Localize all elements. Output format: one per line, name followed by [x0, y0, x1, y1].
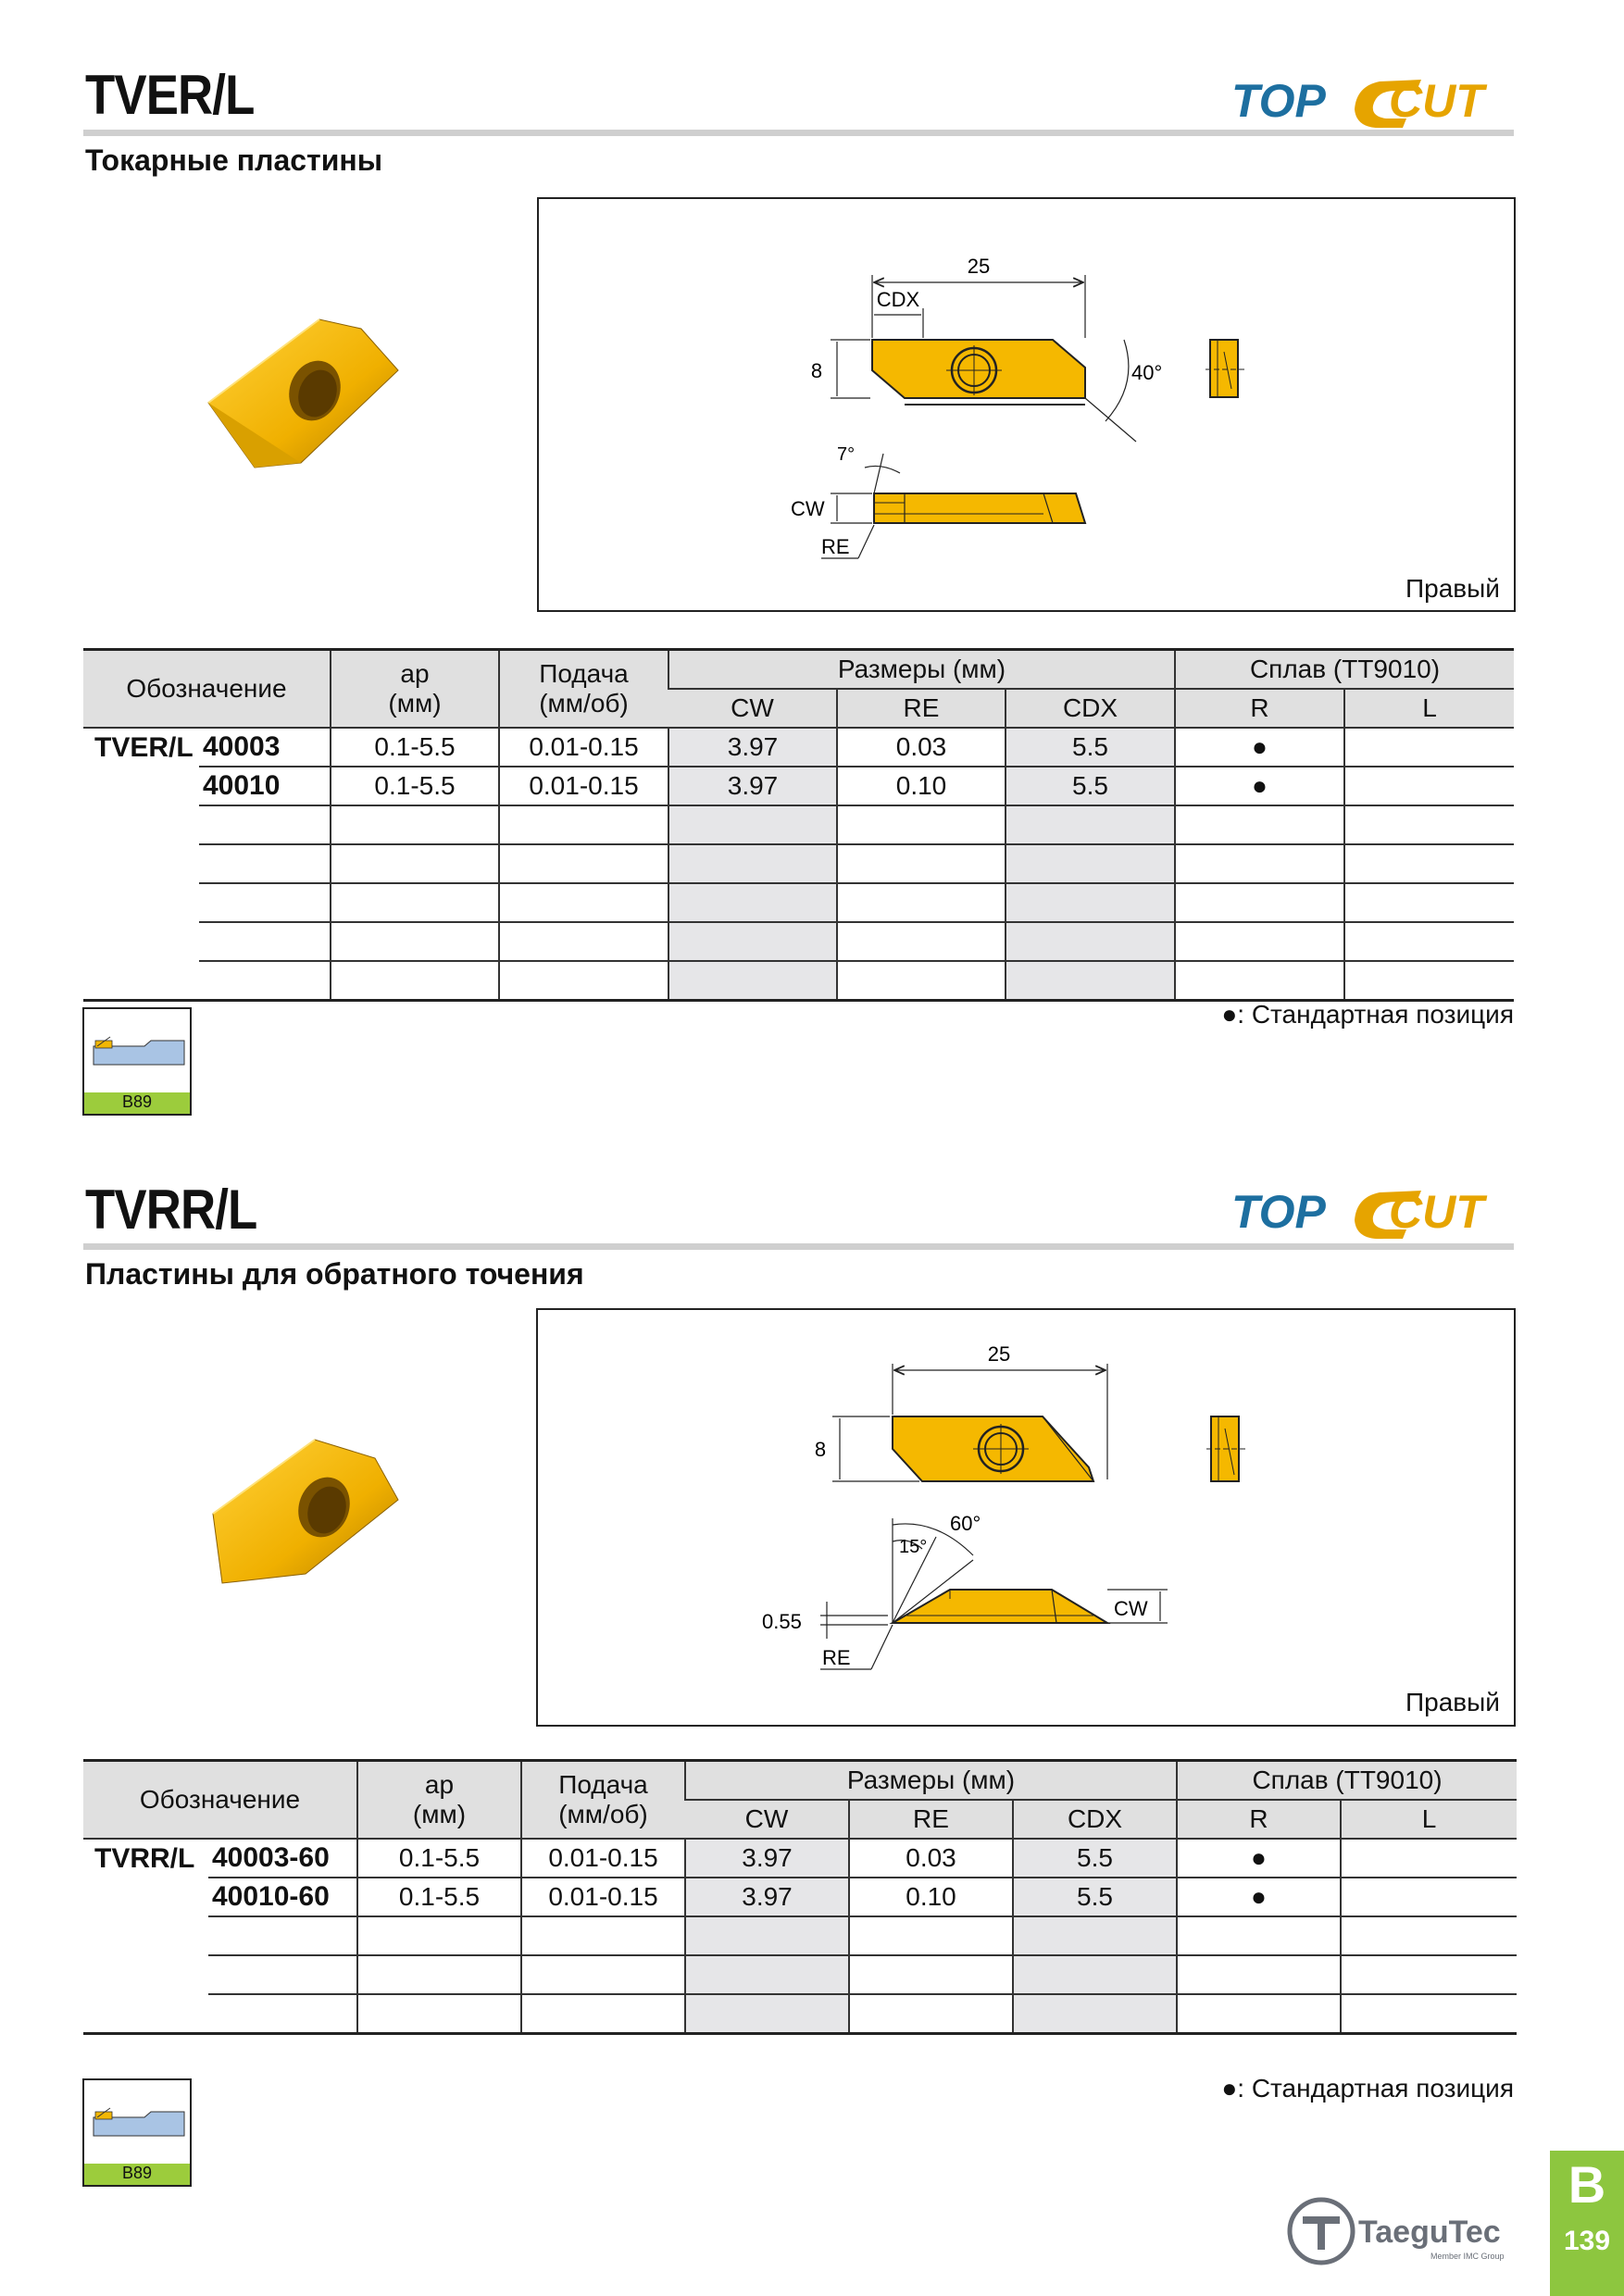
logo-text-top: TOP [1231, 75, 1326, 127]
header-grade: Сплав (TT9010) [1177, 1761, 1517, 1801]
table-row-empty [83, 1994, 1517, 2034]
svg-text:8: 8 [814, 1438, 827, 1461]
section1-subtitle: Токарные пластины [85, 144, 383, 177]
section1-spec-table [83, 648, 1514, 1002]
svg-text:CW: CW [1114, 1597, 1148, 1620]
page-ref-label: B89 [84, 1092, 190, 1114]
svg-text:8: 8 [810, 359, 823, 382]
table-row: 40010 0.1-5.5 0.01-0.15 3.97 0.10 5.5 ● [83, 767, 1514, 805]
header-cw: CW [668, 689, 837, 728]
table-row-empty [83, 922, 1514, 961]
logo-text-cut: CUT [1389, 1186, 1484, 1238]
header-ap: ap (мм) [357, 1761, 521, 1840]
section2-legend: ●: Стандартная позиция [1221, 2074, 1514, 2103]
table-row-empty [83, 961, 1514, 1001]
header-cw: CW [685, 1800, 849, 1839]
table-row-empty [83, 1955, 1517, 1994]
header-feed: Подача (мм/об) [521, 1761, 685, 1840]
svg-text:CW: CW [791, 497, 825, 520]
tvrr-insert-photo [204, 1426, 417, 1592]
header-cdx: CDX [1013, 1800, 1177, 1839]
svg-text:RE: RE [821, 535, 850, 558]
tver-insert-photo [199, 306, 412, 472]
table-row-empty [83, 805, 1514, 844]
table-row: 40010-60 0.1-5.5 0.01-0.15 3.97 0.10 5.5 ● [83, 1878, 1517, 1916]
logo-text-top: TOP [1231, 1186, 1326, 1238]
svg-text:60°: 60° [950, 1512, 981, 1535]
header-re: RE [849, 1800, 1013, 1839]
table-row: TVER/L 40003 0.1-5.5 0.01-0.15 3.97 0.03 5.5 ● [83, 728, 1514, 767]
section1-page-ref[interactable] [82, 1007, 192, 1116]
header-ap: ap (мм) [331, 650, 499, 729]
svg-text:25: 25 [987, 1342, 1011, 1366]
header-cdx: CDX [1006, 689, 1175, 728]
brand-name: TaeguTec [1358, 2215, 1501, 2250]
holder-icon [84, 1009, 190, 1091]
designation-prefix: TVER/L [94, 731, 194, 763]
header-r: R [1175, 689, 1344, 728]
header-dimensions: Размеры (мм) [668, 650, 1175, 690]
logo-text-cut: CUT [1389, 75, 1484, 127]
table-row-empty [83, 1916, 1517, 1955]
header-re: RE [837, 689, 1006, 728]
header-feed: Подача (мм/об) [499, 650, 668, 729]
header-grade: Сплав (TT9010) [1175, 650, 1514, 690]
table-row-empty [83, 883, 1514, 922]
tvrr-technical-drawing [538, 1310, 1510, 1721]
tver-technical-drawing [539, 199, 1511, 606]
svg-text:15°: 15° [899, 1537, 928, 1557]
header-l: L [1344, 689, 1514, 728]
section1-legend: ●: Стандартная позиция [1221, 1000, 1514, 1029]
section2-subtitle: Пластины для обратного точения [85, 1257, 584, 1291]
section1-title: TVER/L [85, 64, 255, 126]
section-tab [1550, 2151, 1624, 2296]
section2-spec-table [83, 1759, 1517, 2035]
section2-view-label: Правый [1405, 1688, 1500, 1716]
svg-text:CDX: CDX [876, 288, 920, 311]
svg-text:25: 25 [967, 255, 991, 278]
svg-text:40°: 40° [1131, 361, 1163, 384]
page-number: 139 [1563, 2226, 1611, 2256]
header-dimensions: Размеры (мм) [685, 1761, 1177, 1801]
section2-title: TVRR/L [85, 1179, 257, 1241]
page-ref-label: B89 [84, 2164, 190, 2185]
section-letter: B [1568, 2155, 1606, 2214]
svg-text:7°: 7° [837, 444, 856, 465]
designation-prefix: TVRR/L [94, 1842, 195, 1874]
taegutec-logo [1282, 2187, 1523, 2270]
brand-subtitle: Member IMC Group [1430, 2252, 1505, 2261]
header-designation: Обозначение [83, 1761, 357, 1840]
header-l: L [1341, 1800, 1517, 1839]
header-r: R [1177, 1800, 1341, 1839]
svg-text:0.55: 0.55 [762, 1610, 802, 1633]
svg-text:RE: RE [822, 1646, 851, 1669]
section1-view-label: Правый [1405, 574, 1500, 603]
topcut-logo [1227, 1174, 1514, 1248]
table-row-empty [83, 844, 1514, 883]
table-row: TVRR/L 40003-60 0.1-5.5 0.01-0.15 3.97 0.03 5.5 ● [83, 1839, 1517, 1878]
section2-page-ref[interactable] [82, 2078, 192, 2187]
topcut-logo [1227, 63, 1514, 137]
holder-icon [84, 2080, 190, 2162]
header-designation: Обозначение [83, 650, 331, 729]
